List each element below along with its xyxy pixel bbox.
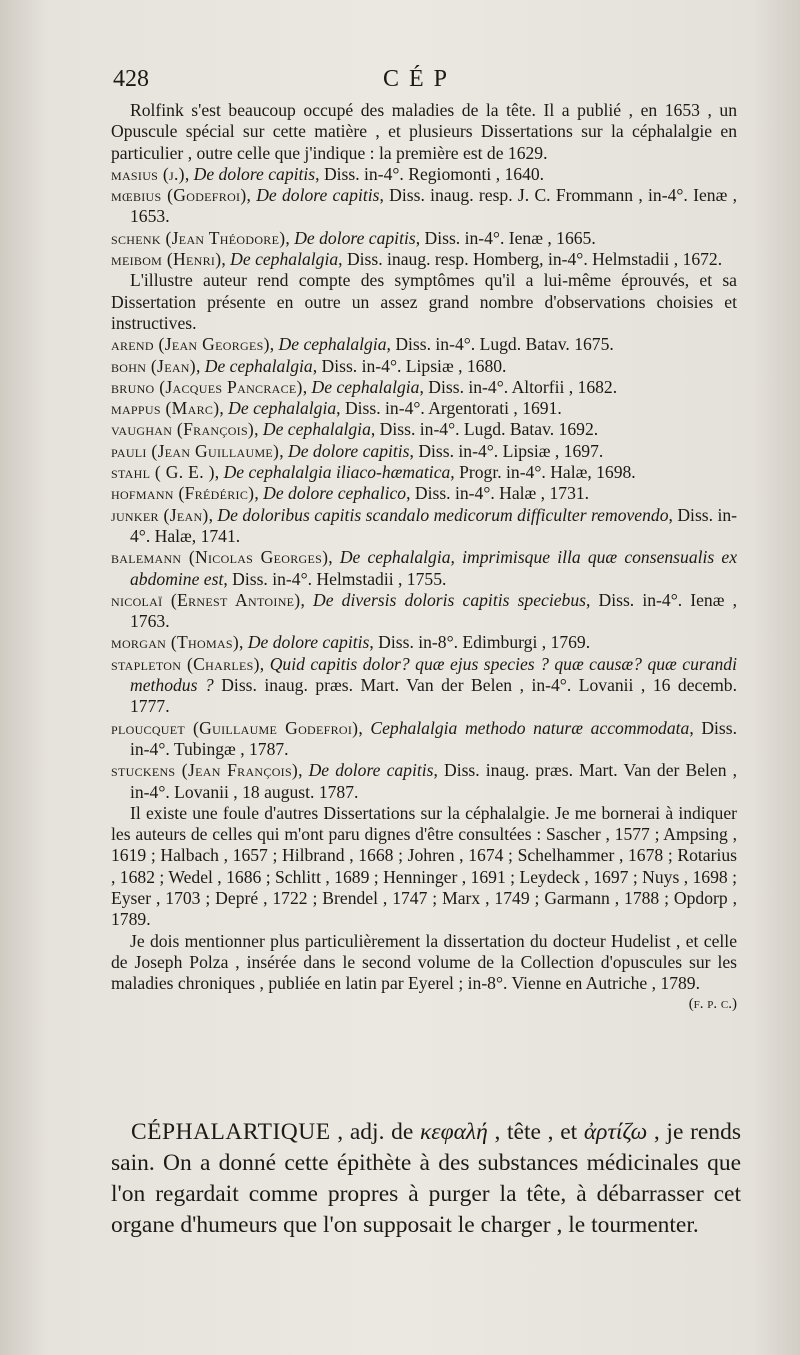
entry-details: , Diss. in-4°. Lipsiæ , 1697.: [409, 440, 604, 461]
entry-title: De cephalalgia: [311, 376, 420, 397]
entry-separator: ,: [285, 227, 295, 248]
entry-details: , Diss. in-4°. Halæ , 1731.: [406, 483, 590, 504]
entry-title: De doloribus capitis scandalo medicorum difficulter removendo: [217, 504, 669, 525]
entry-title: De dolore capitis: [288, 440, 410, 461]
article-paragraph: [111, 1117, 741, 1241]
greek-word-1: κεφαλή: [420, 1119, 488, 1145]
entry-separator: ,: [259, 653, 270, 674]
bibliography-text: [111, 100, 737, 1016]
entry-author: junker (Jean): [111, 504, 209, 525]
intro-paragraph: Rolfink s'est beaucoup occupé des maladies de la tête. Il a publié , en 1653 , un Opuscule spécial sur cette matière , et plusieurs Dissertations sur la céphalalgie en particulier , outre celle que j'indique : la première est de 1629.: [111, 100, 737, 163]
entry-separator: ,: [214, 462, 224, 483]
article-text-2: , tête , et: [487, 1119, 584, 1145]
entry-title: De dolore capitis: [193, 163, 316, 184]
entry-author: arend (Jean Georges): [111, 334, 270, 355]
entry-list-a: [111, 164, 737, 270]
entry-details: , Diss. in-4°. Argentorati , 1691.: [336, 398, 562, 419]
bibliography-entry: [111, 398, 737, 419]
entry-author: morgan (Thomas): [111, 632, 240, 653]
entry-separator: ,: [302, 376, 312, 397]
entry-title: De cephalalgia: [228, 398, 337, 419]
entry-details: , Diss. inaug. resp. J. C. Frommann , in-4°. Ienæ , 1653.: [130, 185, 737, 227]
entry-author: vaughan (François): [111, 419, 255, 440]
entry-details: Diss. inaug. præs. Mart. Van der Belen , in-4°. Lovanii , 16 decemb. 1777.: [130, 675, 738, 717]
entry-author: nicolaï (Ernest Antoine): [111, 589, 301, 610]
bibliography-entry: [111, 356, 737, 377]
dictionary-article: [111, 1117, 741, 1241]
entry-separator: ,: [208, 504, 218, 525]
entry-details: , Diss. in-4°. Halæ, 1741.: [130, 504, 738, 546]
bibliography-entry: [111, 505, 737, 548]
entry-separator: ,: [219, 398, 229, 419]
bibliography-entry: [111, 590, 737, 633]
remark-paragraph: L'illustre auteur rend compte des symptômes qu'il a lui-même éprouvés, et sa Dissertation présente en outre un assez grand nombre d'observations choisies et instructives.: [111, 270, 737, 333]
entry-details: , Diss. in-4°. Ienæ , 1665.: [415, 227, 596, 248]
entry-separator: ,: [298, 760, 309, 781]
entry-separator: ,: [254, 419, 263, 440]
entry-separator: ,: [328, 547, 340, 568]
entry-details: , Diss. inaug. præs. Mart. Van der Belen , in-4°. Lovanii , 18 august. 1787.: [130, 760, 738, 802]
entry-separator: ,: [279, 440, 289, 461]
entry-list-b: [111, 334, 737, 803]
entry-separator: ,: [184, 163, 194, 184]
entry-title: De diversis doloris capitis speciebus: [313, 589, 586, 610]
entry-author: mœbius (Godefroi): [111, 185, 247, 206]
entry-title: De cephalalgia: [262, 419, 371, 440]
article-text-1: , adj. de: [330, 1119, 421, 1145]
entry-details: , Diss. in-8°. Edimburgi , 1769.: [369, 632, 591, 653]
entry-details: , Diss. in-4°. Helmstadii , 1755.: [223, 568, 447, 589]
entry-title: De dolore capitis: [308, 760, 434, 781]
entry-separator: ,: [358, 717, 371, 738]
bibliography-entry: [111, 377, 737, 398]
entry-title: De cephalalgia: [204, 355, 313, 376]
entry-separator: ,: [221, 249, 231, 270]
entry-title: De cephalalgia: [230, 249, 339, 270]
entry-details: , Diss. in-4°. Regiomonti , 1640.: [315, 163, 545, 184]
entry-author: stuckens (Jean François): [111, 760, 299, 781]
signature: (f. p. c.): [688, 996, 737, 1013]
bibliography-entry: [111, 249, 737, 270]
entry-title: Quid capitis dolor? quæ ejus species ? quæ causæ? quæ curandi methodus ?: [130, 653, 737, 696]
entry-author: mappus (Marc): [111, 398, 220, 419]
entry-separator: ,: [300, 589, 313, 610]
bibliography-entry: [111, 419, 737, 440]
page-header: [113, 66, 713, 100]
bibliography-entry: [111, 547, 737, 590]
bibliography-entry: [111, 760, 737, 803]
bibliography-entry: [111, 228, 737, 249]
bibliography-entry: [111, 654, 737, 718]
entry-title: De dolore capitis: [247, 632, 370, 653]
bibliography-entry: [111, 441, 737, 462]
entry-details: , Diss. in-4°. Lugd. Batav. 1675.: [386, 334, 614, 355]
entry-author: balemann (Nicolas Georges): [111, 547, 329, 568]
entry-details: , Diss. in-4°. Ienæ , 1763.: [130, 589, 738, 632]
entry-title: De cephalalgia, imprimisque illa quæ consensualis ex abdomine est: [130, 547, 738, 589]
bibliography-entry: [111, 334, 737, 355]
entry-details: , Progr. in-4°. Halæ, 1698.: [450, 462, 636, 483]
bibliography-entry: [111, 185, 737, 228]
entry-author: stahl ( G. E. ): [111, 462, 215, 483]
entry-author: masius (j.): [111, 163, 185, 184]
entry-separator: ,: [269, 334, 279, 355]
entry-title: De dolore cephalico: [263, 483, 407, 504]
bibliography-entry: [111, 462, 737, 483]
bibliography-entry: [111, 632, 737, 653]
bibliography-entry: [111, 483, 737, 504]
headword: CÉPHALARTIQUE: [131, 1119, 331, 1145]
running-head: CÉP: [383, 66, 458, 92]
entry-author: bruno (Jacques Pancrace): [111, 376, 303, 397]
entry-separator: ,: [239, 632, 248, 653]
entry-details: , Diss. inaug. resp. Homberg, in-4°. Helmstadii , 1672.: [338, 249, 723, 270]
entry-author: hofmann (Frédéric): [111, 483, 255, 504]
final-paragraph: [111, 930, 737, 1013]
final-text: Je dois mentionner plus particulièrement la dissertation du docteur Hudelist , et celle de Joseph Polza , insérée dans le second volume de la Collection d'opuscules sur les maladies chroniques , publiée en latin par Eyerel ; in-8°. Vienne en Autriche , 1789.: [111, 930, 737, 994]
entry-author: pauli (Jean Guillaume): [111, 440, 280, 461]
entry-author: schenk (Jean Théodore): [111, 227, 286, 248]
entry-title: De cephalalgia iliaco-hæmatica: [223, 462, 451, 483]
entry-title: Cephalalgia methodo naturæ accommodata: [370, 717, 690, 738]
others-paragraph: Il existe une foule d'autres Dissertations sur la céphalalgie. Je me bornerai à indiquer les auteurs de celles qui m'ont paru dignes d'être consultées : Sascher , 1577 ; Ampsing , 1619 ; Halbach , 1657 ; Hilbrand , 1668 ; Johren , 1674 ; Schelhammer , 1678 ; Rotarius , 1682 ; Wedel , 1686 ; Schlitt , 1689 ; Henninger , 1691 ; Leydeck , 1697 ; Nuys , 1698 ; Eyser , 1703 ; Depré , 1722 ; Brendel , 1747 ; Marx , 1749 ; Garmann , 1788 ; Opdorp , 1789.: [111, 802, 737, 930]
entry-author: meibom (Henri): [111, 249, 222, 270]
entry-separator: ,: [254, 483, 264, 504]
greek-word-2: ἀρτίζω: [583, 1119, 648, 1145]
entry-author: bohn (Jean): [111, 355, 196, 376]
entry-author: stapleton (Charles): [111, 653, 260, 674]
entry-title: De cephalalgia: [278, 334, 387, 355]
entry-title: De dolore capitis: [256, 185, 380, 206]
bibliography-entry: [111, 164, 737, 185]
entry-author: ploucquet (Guillaume Godefroi): [111, 717, 359, 738]
entry-separator: ,: [195, 355, 205, 376]
entry-separator: ,: [246, 185, 257, 206]
entry-details: , Diss. in-4°. Lipsiæ , 1680.: [312, 355, 507, 376]
entry-details: , Diss. in-4°. Lugd. Batav. 1692.: [370, 419, 599, 440]
entry-details: , Diss. in-4°. Tubingæ , 1787.: [130, 717, 738, 759]
bibliography-entry: [111, 718, 737, 761]
entry-details: , Diss. in-4°. Altorfii , 1682.: [419, 376, 618, 397]
entry-title: De dolore capitis: [294, 227, 416, 248]
page-number: 428: [113, 66, 149, 92]
article-text-3: , je rends sain. On a donné cette épithète à des substances médicinales que l'on regardait comme propres à purger la tête, à débarrasser cet organe d'humeurs que l'on supposait le charger , le tourmenter.: [111, 1119, 741, 1238]
